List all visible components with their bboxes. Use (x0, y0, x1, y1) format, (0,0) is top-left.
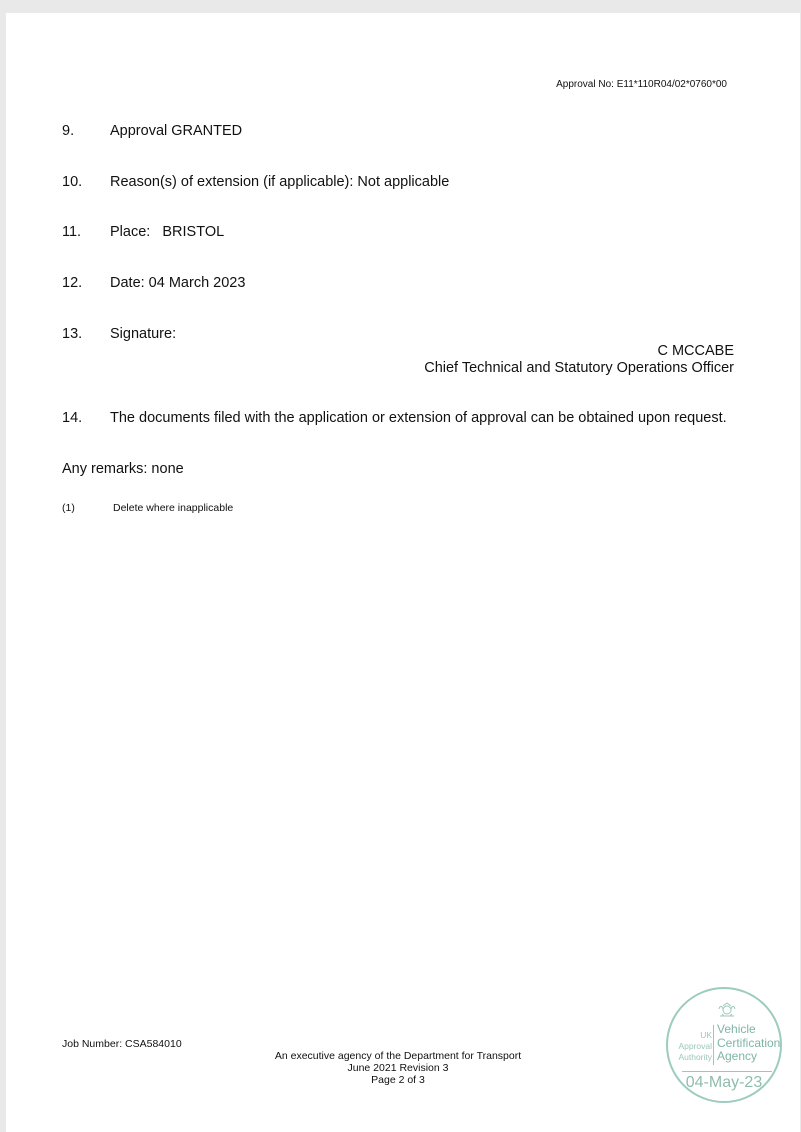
item-text: Reason(s) of extension (if applicable): Not applicable (110, 174, 450, 190)
item-12 (62, 275, 245, 291)
stamp-certification-line: Certification (717, 1035, 781, 1050)
item-text: Date: 04 March 2023 (110, 275, 246, 291)
stamp-agency-text (717, 1023, 780, 1064)
item-number: 13. (62, 326, 83, 342)
signatory-title: Chief Technical and Statutory Operations Officer (424, 360, 734, 376)
signatory-name: C MCCABE (657, 343, 734, 359)
signature-block (424, 343, 734, 377)
item-text: Approval GRANTED (110, 123, 243, 139)
footnote-number: (1) (62, 502, 75, 514)
stamp-authority-line: Authority (678, 1052, 712, 1062)
stamp-approval-line: Approval (678, 1041, 712, 1051)
item-number: 11. (62, 224, 82, 240)
stamp-uk-line: UK (700, 1030, 712, 1040)
stamp-agency-line: Agency (717, 1049, 758, 1063)
footnote-text: Delete where inapplicable (113, 502, 234, 514)
stamp-horizontal-divider (682, 1071, 772, 1072)
job-number: Job Number: CSA584010 (62, 1038, 182, 1050)
revision-line: June 2021 Revision 3 (347, 1062, 449, 1074)
remarks: Any remarks: none (62, 461, 184, 477)
royal-crest-icon (716, 1001, 738, 1019)
item-number: 14. (62, 410, 83, 426)
stamp-date: 04-May-23 (685, 1074, 763, 1091)
item-text: The documents filed with the application or extension of approval can be obtained upon request. (110, 410, 727, 426)
page-number: Page 2 of 3 (371, 1074, 425, 1086)
item-14 (62, 410, 727, 426)
item-9 (62, 123, 242, 139)
item-13 (62, 326, 176, 342)
item-text: Signature: (110, 326, 177, 342)
stamp-vehicle-line: Vehicle (717, 1022, 756, 1036)
approval-number: Approval No: E11*110R04/02*0760*00 (556, 79, 727, 90)
approval-stamp (666, 987, 782, 1103)
agency-line: An executive agency of the Department for Transport (274, 1050, 522, 1062)
item-10 (62, 174, 449, 190)
item-text: Place: BRISTOL (110, 224, 225, 240)
stamp-vertical-divider (713, 1025, 714, 1065)
item-number: 12. (62, 275, 83, 291)
item-11 (62, 224, 224, 240)
footnote (62, 502, 233, 514)
item-number: 9. (62, 123, 75, 139)
document-page (6, 13, 800, 1132)
stamp-authority-text (678, 1030, 712, 1063)
item-number: 10. (62, 174, 83, 190)
